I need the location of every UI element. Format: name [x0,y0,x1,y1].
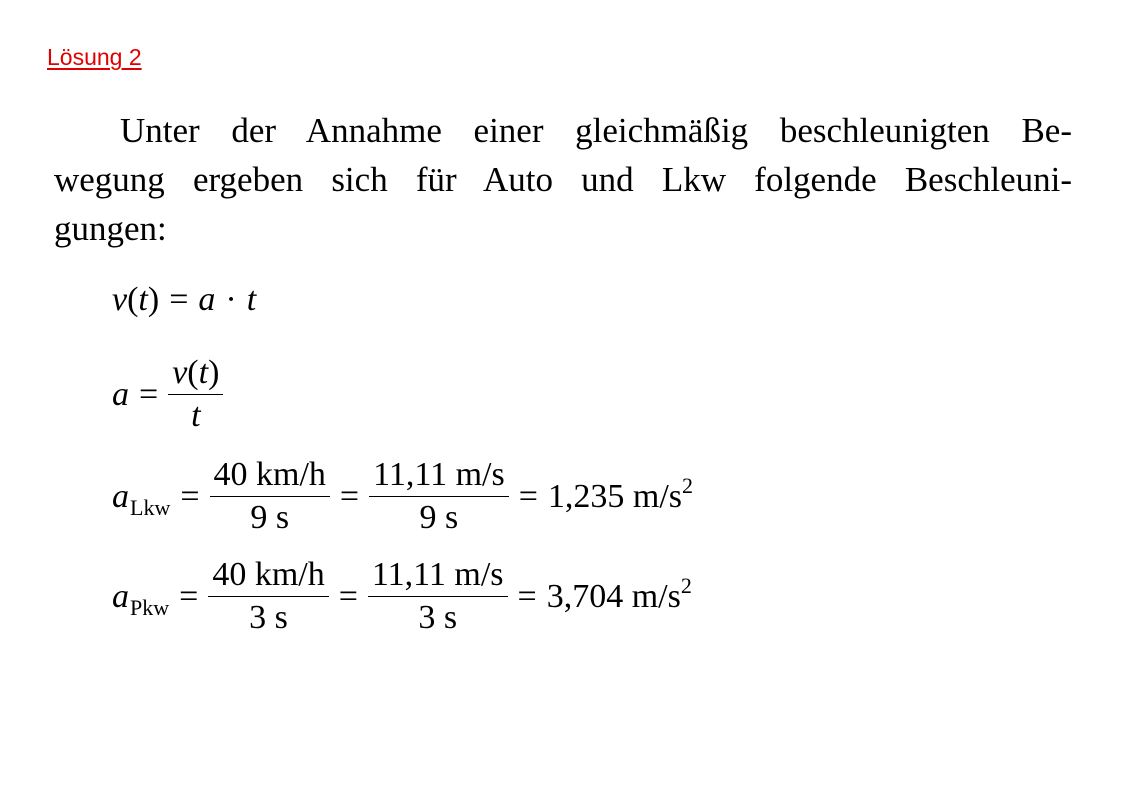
paragraph-line-3: gungen: [54,209,167,248]
fraction-ms [369,458,509,535]
formula-velocity [112,283,256,317]
solution-title: Lösung 2 [47,44,142,70]
fraction-v-over-t [168,356,223,433]
fraction-denominator: t [191,397,201,434]
result-exponent: 2 [680,572,692,598]
equals-sign: = [139,375,159,413]
explanation-paragraph [54,106,1072,253]
symbol-a: a [112,477,129,515]
fraction-numerator [168,356,223,394]
result-value [547,472,694,515]
result-text: 1,235 m/s [547,477,683,515]
result-exponent: 2 [682,472,694,498]
symbol-a-pkw [112,577,170,620]
paragraph-line-1: Unter der Annahme einer gleichmäßig beschleunigten Be- [120,111,1072,150]
subscript-pkw: Pkw [130,594,170,620]
symbol-v: v [112,281,128,318]
equals-sign: = [339,477,360,515]
symbol-a: a [112,375,129,413]
fraction-numerator: 40 km/h [212,556,325,593]
equals-sign: = [179,577,199,615]
paren-open: ( [127,281,139,318]
equals-sign: = [180,477,200,515]
fraction-ms [368,558,508,635]
multiply-dot: · [225,281,237,318]
paren-close: ) [147,281,160,318]
symbol-t-arg: t [138,281,148,318]
formula-a-pkw [112,558,692,635]
symbol-a: a [198,281,216,318]
result-value [546,572,692,615]
symbol-t: t [246,281,257,318]
fraction-numerator: 11,11 m/s [373,456,505,493]
subscript-lkw: Lkw [130,494,171,520]
paren-open: ( [187,354,199,391]
equals-sign: = [517,577,537,615]
symbol-a: a [112,577,129,615]
symbol-a-lkw [112,477,171,520]
equals-sign: = [169,281,189,318]
fraction-denominator: 9 s [250,499,290,536]
fraction-kmh [208,558,328,635]
equals-sign: = [518,477,538,515]
fraction-numerator: 40 km/h [213,456,326,493]
fraction-kmh [210,458,330,535]
formula-a-lkw [112,458,693,535]
fraction-denominator: 3 s [249,599,288,636]
fraction-denominator: 9 s [419,499,459,536]
formula-acceleration [112,356,223,433]
paren-close: ) [208,354,220,391]
symbol-t: t [198,354,209,391]
fraction-denominator: 3 s [418,599,458,636]
result-text: 3,704 m/s [546,577,681,615]
symbol-v: v [172,354,188,391]
fraction-numerator: 11,11 m/s [371,556,504,593]
equals-sign: = [338,577,358,615]
paragraph-line-2: wegung ergeben sich für Auto und Lkw folgende Beschleuni- [54,160,1072,199]
